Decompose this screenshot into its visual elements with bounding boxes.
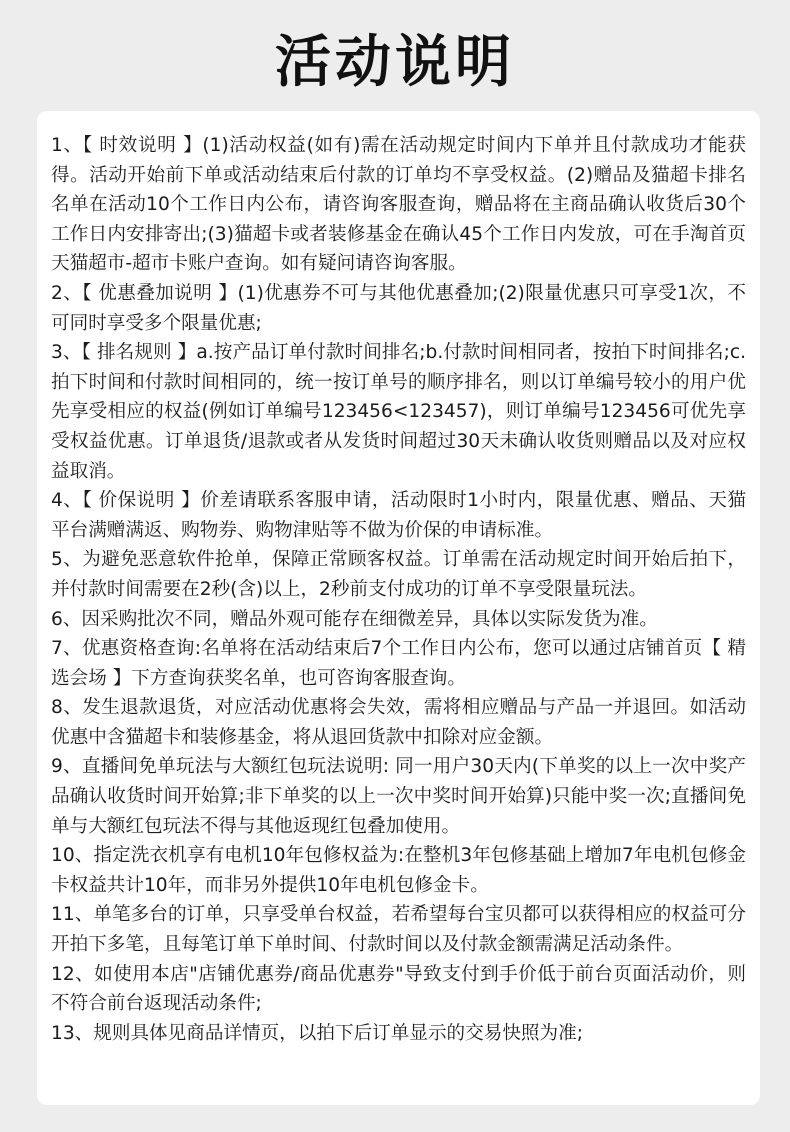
rule-item-anti-bot: 5、为避免恶意软件抢单，保障正常顾客权益。订单需在活动规定时间开始后拍下，并付款时间需要在2秒(含)以上，2秒前支付成功的订单不享受限量玩法。 (51, 549, 746, 600)
rules-list (51, 131, 746, 1048)
rule-item-motor-warranty: 10、指定洗衣机享有电机10年包修权益为:在整机3年包修基础上增加7年电机包修金卡权益共计10年，而非另外提供10年电机包修金卡。 (51, 845, 746, 896)
rule-item-coupon-usage: 12、如使用本店"店铺优惠券/商品优惠券"导致支付到手价低于前台页面活动价，则不符合前台返现活动条件; (51, 963, 746, 1015)
page-title: 活动说明 (275, 30, 515, 95)
rule-item-eligibility-query: 7、优惠资格查询:名单将在活动结束后7个工作日内公布，您可以通过店铺首页【 精选会场 】下方查询获奖名单，也可咨询客服查询。 (51, 638, 746, 689)
rule-item-price-protection: 4、【 价保说明 】价差请联系客服申请，活动限时1小时内，限量优惠、赠品、天猫平台满赠满返、购物券、购物津贴等不做为价保的申请标准。 (51, 490, 746, 541)
rule-item-timeliness: 1、【 时效说明 】(1)活动权益(如有)需在活动规定时间内下单并且付款成功才能获得。活动开始前下单或活动结束后付款的订单均不享受权益。(2)赠品及猫超卡排名名单在活动10个工作日内公布，请咨询客服查询，赠品将在主商品确认收货后30个工作日内安排寄出;(3)猫超卡或者装修基金在确认45个工作日内发放，可在手淘首页天猫超市-超市卡账户查询。如有疑问请咨询客服。 (51, 135, 746, 275)
rule-item-snapshot: 13、规则具体见商品详情页，以拍下后订单显示的交易快照为准; (51, 1022, 583, 1044)
rule-item-gift-appearance: 6、因采购批次不同，赠品外观可能存在细微差异，具体以实际发货为准。 (51, 608, 658, 630)
rule-item-livestream-rewards: 9、直播间免单玩法与大额红包玩法说明: 同一用户30天内(下单奖的以上一次中奖产品确认收货时间开始算;非下单奖的以上一次中奖时间开始算)只能中奖一次;直播间免单与大额红包玩法不得与其他返现红包叠加使用。 (51, 756, 746, 837)
rule-item-ranking: 3、【 排名规则 】a.按产品订单付款时间排名;b.付款时间相同者，按拍下时间排名;c.拍下时间和付款时间相同的，统一按订单号的顺序排名，则以订单编号较小的用户优先享受相应的权益(例如订单编号123456<123457)，则订单编号123456可优先享受权益优惠。订单退货/退款或者从发货时间超过30天未确认收货则赠品以及对应权益取消。 (51, 342, 746, 482)
rule-item-refund: 8、发生退款退货，对应活动优惠将会失效，需将相应赠品与产品一并退回。如活动优惠中含猫超卡和装修基金，将从退回货款中扣除对应金额。 (51, 697, 746, 748)
rules-card (37, 111, 760, 1105)
rule-item-discount-stacking: 2、【 优惠叠加说明 】(1)优惠券不可与其他优惠叠加;(2)限量优惠只可享受1次，不可同时享受多个限量优惠; (51, 282, 746, 334)
rule-item-multi-unit-order: 11、单笔多台的订单，只享受单台权益，若希望每台宝贝都可以获得相应的权益可分开拍下多笔，且每笔订单下单时间、付款时间以及付款金额需满足活动条件。 (51, 904, 746, 956)
